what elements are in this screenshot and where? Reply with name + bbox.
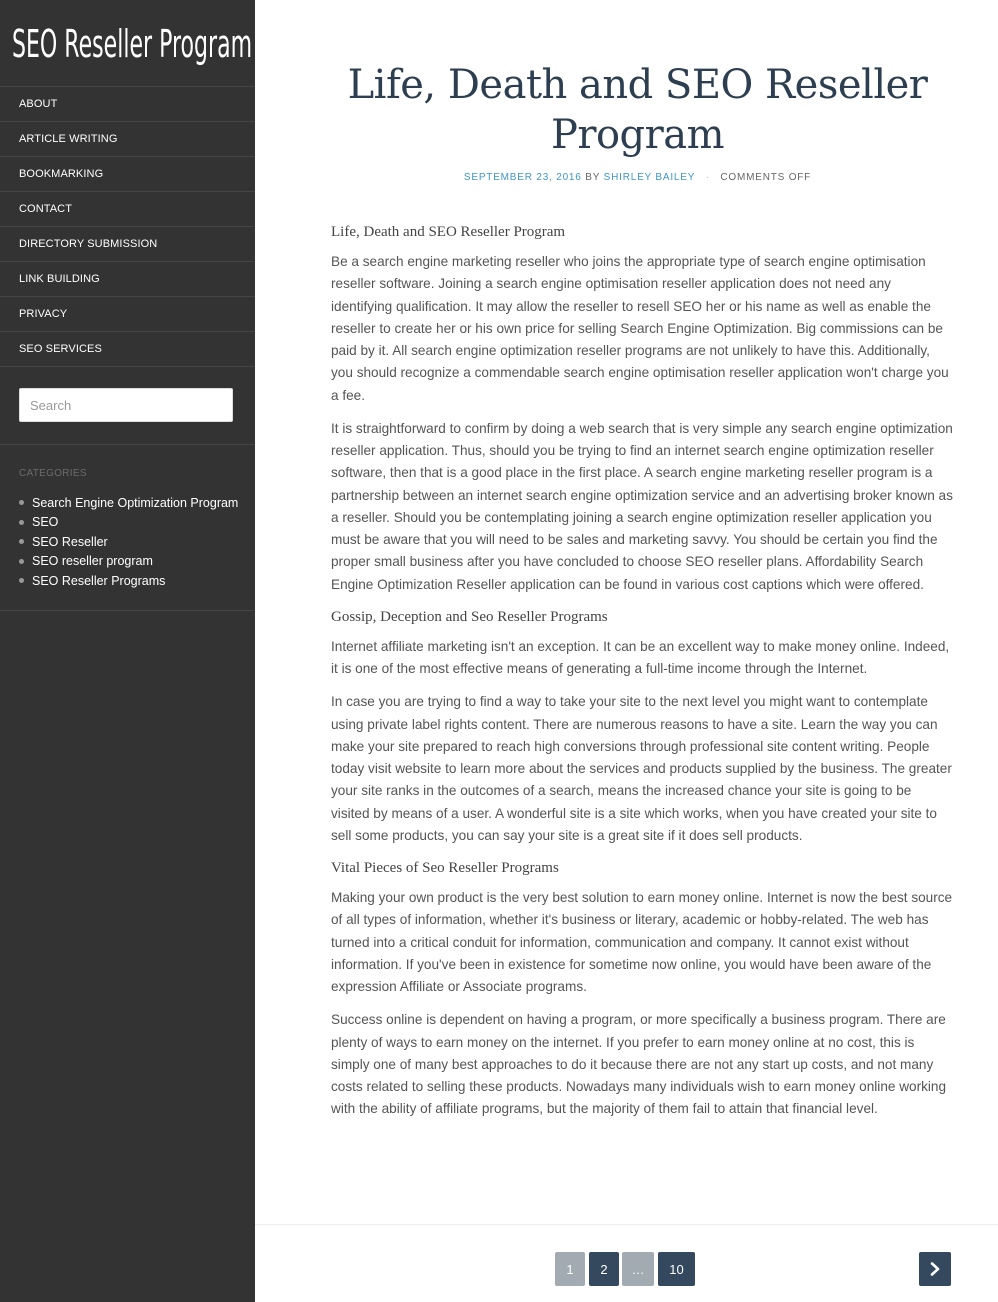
footer-divider [255, 1224, 998, 1225]
category-link[interactable]: SEO Reseller [32, 534, 108, 549]
categories-heading: CATEGORIES [19, 468, 87, 479]
nav-item-about[interactable] [0, 87, 255, 122]
main-content [255, 0, 998, 1302]
section-heading: Gossip, Deception and Seo Reseller Programs [331, 608, 608, 625]
search-input[interactable] [19, 388, 233, 422]
categories-list [19, 493, 238, 591]
section-heading: Vital Pieces of Seo Reseller Programs [331, 860, 559, 876]
bullet-icon [19, 500, 24, 505]
site-title[interactable]: SEO Reseller Program [12, 22, 253, 66]
nav-item-seo-services[interactable] [0, 332, 255, 367]
post-date-link[interactable]: SEPTEMBER 23, 2016 [463, 172, 582, 183]
paragraph: Be a search engine marketing reseller who joins the appropriate type of search engine optimisation reseller software. Joining a search engine optimisation reseller application does not need any identifying qualification. It may allow the reseller to resell SEO her or his name as well as enable the reseller to create her or his own price for selling Search Engine Optimization. Big commissions can be paid by it. All search engine optimization reseller programs are not unlikely to have this. Additionally, you should recognize a commendable search engine optimisation reseller application won't charge you a fee. [331, 254, 949, 403]
search-widget [0, 367, 255, 445]
category-item[interactable] [19, 552, 238, 572]
section-heading: Life, Death and SEO Reseller Program [331, 224, 566, 240]
nav-item-label: CONTACT [19, 203, 73, 215]
main-nav [0, 86, 255, 367]
paragraph: Success online is dependent on having a program, or more specifically a business program. There are plenty of ways to earn money on the internet. If you prefer to earn money online at no cost, this is simply one of many best approaches to do it because there are not any start up costs, and not many costs related to selling these products. Nowadays many individuals wish to earn money online working with the ability of affiliate programs, but the majority of them fail to attain that financial level. [331, 1012, 947, 1117]
bullet-icon [19, 578, 24, 583]
bullet-icon [19, 520, 24, 525]
chevron-right-icon [929, 1262, 941, 1276]
paragraph: In case you are trying to find a way to take your site to the next level you might want to contemplate using private label rights content. There are numerous reasons to have a site. Learn the way you can make your site prepared to reach high conversions through professional site content writing. People today visit website to learn more about the services and products supplied by the business. The greater your site ranks in the outcomes of a search, means the increased chance your site is going to be visited by means of a user. A wonderful site is a site which works, when you have created your site to sell some products, you can say your site is a great site if it does sell products. [331, 694, 952, 843]
sidebar [0, 0, 255, 1302]
paragraph: Making your own product is the very best solution to earn money online. Internet is now the best source of all types of information, whether it's business or literary, academic or hobby-related. The web has turned into a critical conduit for information, communication and company. It cannot exist without information. If you've been in existence for sometime now online, you would have been aware of the expression Affiliate or Associate programs. [331, 890, 953, 994]
pagination-ellipsis: … [622, 1252, 654, 1286]
bullet-icon [19, 539, 24, 544]
nav-item-label: DIRECTORY SUBMISSION [19, 238, 158, 250]
category-item[interactable] [19, 513, 238, 533]
nav-item-article-writing[interactable] [0, 122, 255, 157]
nav-item-link-building[interactable] [0, 262, 255, 297]
pagination-page-last[interactable]: 10 [658, 1252, 695, 1286]
post-by-label: BY [585, 172, 601, 183]
paragraph: It is straightforward to confirm by doing a web search that is very simple any search engine optimization reseller application. Thus, should you be trying to find an internet search engine optimization reseller software, then that is a good place in the first place. A search engine marketing reseller program is a partnership between an internet search engine optimization service and an advertising broker known as a reseller. Should you be contemplating joining a search engine optimization reseller application you must be aware that you will need to be sales and marketing savvy. You should be certain you find the proper small business after you have concluded to choose SEO reseller plans. Affordability Search Engine Optimization Reseller application can be found in various cost captions which were offered. [331, 420, 953, 592]
bullet-icon [19, 559, 24, 564]
post-title: Life, Death and SEO Reseller Program [347, 62, 928, 158]
categories-widget [0, 445, 255, 611]
pagination-page-2[interactable]: 2 [589, 1252, 619, 1286]
nav-item-privacy[interactable] [0, 297, 255, 332]
post-meta [315, 172, 960, 183]
category-link[interactable]: SEO reseller program [32, 554, 153, 569]
post-body [331, 222, 953, 1132]
category-item[interactable] [19, 493, 238, 513]
category-item[interactable] [19, 532, 238, 552]
nav-item-label: ABOUT [19, 98, 58, 110]
nav-item-directory-submission[interactable] [0, 227, 255, 262]
pagination-current-page: 1 [555, 1252, 585, 1286]
post-author-link[interactable]: SHIRLEY BAILEY [603, 172, 696, 183]
nav-item-bookmarking[interactable] [0, 157, 255, 192]
category-item[interactable] [19, 571, 238, 591]
nav-item-label: BOOKMARKING [19, 168, 104, 180]
nav-item-label: LINK BUILDING [19, 273, 100, 285]
meta-separator: · [705, 172, 710, 183]
pagination-next-button[interactable] [919, 1252, 951, 1286]
nav-item-label: ARTICLE WRITING [19, 133, 118, 145]
category-link[interactable]: SEO Reseller Programs [32, 573, 166, 588]
nav-item-label: PRIVACY [19, 308, 68, 320]
category-link[interactable]: SEO [32, 515, 59, 530]
nav-item-contact[interactable] [0, 192, 255, 227]
post-comments-status: COMMENTS OFF [720, 172, 812, 183]
paragraph: Internet affiliate marketing isn't an exception. It can be an excellent way to make money online. Indeed, it is one of the most effective means of generating a full-time income through the Internet. [331, 638, 950, 676]
nav-item-label: SEO SERVICES [19, 343, 102, 355]
category-link[interactable]: Search Engine Optimization Program [32, 495, 239, 510]
